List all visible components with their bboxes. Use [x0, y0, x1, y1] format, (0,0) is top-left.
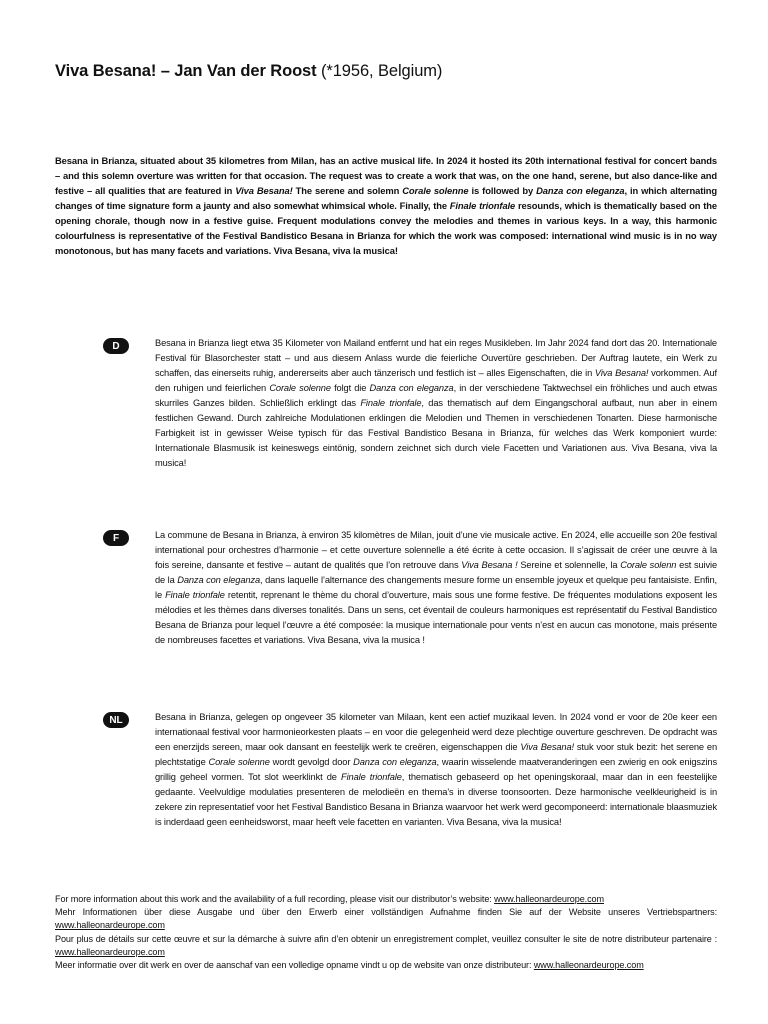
de-italic-2: Corale solenne: [269, 383, 331, 393]
footer-line-de: [55, 906, 717, 932]
language-badge-nl: NL: [103, 712, 129, 728]
fr-text-4: , dans laquelle l’alternance des changements mesure forme un ensemble joyeux et quelque peu fantaisiste. Enfin, le: [155, 575, 717, 600]
title-sub: (*1956, Belgium): [321, 62, 443, 80]
de-italic-1: Viva Besana!: [594, 368, 649, 378]
de-text-2: vorkommen. Auf den ruhigen und feierlichen: [155, 368, 717, 393]
de-text-4: , in der verschiedene Taktwechsel ein fröhliches und auch etwas skurriles Ganzes bilden. Schließlich erklingt das: [155, 383, 718, 408]
nl-text-4: , waarin wisselende maatveranderingen een zwierig en ook enigszins grillig geheel vormen. Tot slot weerklinkt de: [155, 757, 718, 782]
fr-italic-2: Corale solenn: [620, 560, 677, 570]
de-text-5: , das thematisch auf dem Eingangschoral aufbaut, nun aber in einem festlichen Gewand. Durch zahlreiche Modulationen erklingen die Melodien und Themen in verschiedenen Tonarten. Diese harmonische Farbigkeit ist in gewisser Weise typisch für das Festival Bandistico Besana in Brianza, für welches das Werk komponiert wurde: Internationale Blasmusik ist keineswegs eintönig, sondern zeichnet sich durch viele Facetten und Variationen aus. Viva Besana, viva la musica!: [155, 398, 718, 468]
intro-italic-4: Finale trionfale: [449, 200, 516, 211]
dutch-paragraph: [155, 710, 717, 830]
footer-text-en: For more information about this work and the availability of a full recording, please visit our distributor’s website:: [55, 894, 495, 904]
intro-text-4: , in which alternating changes of time signature form a jaunty and also somewhat whimsical whole. Finally, the: [55, 185, 717, 211]
de-italic-3: Danza con eleganza: [369, 383, 454, 393]
fr-text-3: est suivie de la: [155, 560, 718, 585]
footer-line-nl: [55, 959, 717, 972]
fr-italic-4: Finale trionfale: [165, 590, 225, 600]
footer-text-de: Mehr Informationen über diese Ausgabe und über den Erwerb einer vollständigen Aufnahme finden Sie auf der Website unseres Vertriebspartners:: [55, 907, 717, 918]
nl-italic-3: Danza con eleganza: [353, 757, 437, 767]
german-paragraph: [155, 336, 717, 471]
fr-text-5: retentit, reprenant le thème du choral d’ouverture, mais sous une forme festive. De fréquentes modulations exposent les mélodies et les thèmes dans diverses tonalités. Dans un sens, cet éventail de couleurs harmoniques est représentatif du Festival Bandistico Besana de Brianza pour lequel l’œuvre a été composée: la musique internationale pour vents n’est en aucun cas monotone, mais présente de nombreuses facettes et variations. Viva Besana, viva la musica !: [155, 590, 717, 645]
distributor-link-en[interactable]: www.halleonardeurope.com: [494, 894, 604, 904]
intro-italic-3: Danza con eleganza: [536, 185, 625, 196]
intro-text-3: is followed by: [468, 185, 537, 196]
title-main: Viva Besana! – Jan Van der Roost: [55, 62, 317, 80]
de-text-1: Besana in Brianza liegt etwa 35 Kilometer von Mailand entfernt und hat ein reges Musikleben. Im Jahr 2024 fand dort das 20. Internationale Festival für Blasorchester statt – und aus diesem Anlass wurde die feierliche Ouvertüre geschrieben. Der Auftrag lautete, ein Werk zu schaffen, das einerseits ruhig, andererseits aber auch tänzerisch und festlich ist – alles Eigenschaften, die in: [155, 338, 717, 378]
nl-italic-2: Corale solenne: [208, 757, 270, 767]
fr-italic-3: Danza con eleganza: [177, 575, 261, 585]
de-italic-4: Finale trionfale: [360, 398, 422, 408]
fr-italic-1: Viva Besana !: [461, 560, 518, 570]
nl-text-2: stuk voor stuk bezit: het serene en plechtstatige: [155, 742, 717, 767]
intro-text-2: The serene and solemn: [292, 185, 403, 196]
nl-text-5: , thematisch gebaseerd op het openingskoraal, maar dan in een feestelijke gedaante. Veelvuldige modulaties presenteren de melodieën en thema’s in diverse toonsoorten. Deze harmonische veelkleurigheid is in zekere zin representatief voor het Festival Bandistico Besana in Brianza waarvoor het werk werd gecomponeerd: internationale blaasmuziek is inderdaad geen eenheidsworst, maar heeft vele facetten en varianten. Viva Besana, viva la musica!: [155, 772, 718, 827]
footer-links: [55, 893, 717, 972]
distributor-link-nl[interactable]: www.halleonardeurope.com: [533, 960, 644, 971]
footer-line-fr: [55, 933, 717, 959]
nl-text-1: Besana in Brianza, gelegen op ongeveer 35 kilometer van Milaan, kent een actief muzikaal leven. In 2024 vond er voor de 20e keer een internationaal festival voor harmonieorkesten plaats – en voor die gelegenheid werd deze plechtige ouverture geschreven. De opdracht was een enerzijds sereen, maar ook dansant en feestelijk werk te creëren, eigenschappen die: [155, 712, 717, 752]
intro-italic-2: Corale solenne: [402, 185, 469, 196]
fr-text-2: Sereine et solennelle, la: [517, 560, 621, 570]
de-text-3: folgt die: [330, 383, 370, 393]
intro-text-1: Besana in Brianza, situated about 35 kilometres from Milan, has an active musical life. In 2024 it hosted its 20th international festival for concert bands – and this solemn overture was written for that occasion. The request was to create a work that was, on the one hand, serene, but also dance-like and festive – all qualities that are featured in: [55, 155, 717, 196]
nl-text-3: wordt gevolgd door: [269, 757, 354, 767]
footer-text-nl: Meer informatie over dit werk en over de aanschaf van een volledige opname vindt u op de website van onze distributeur:: [55, 960, 534, 971]
intro-italic-1: Viva Besana!: [235, 185, 293, 196]
intro-paragraph: [55, 153, 717, 258]
distributor-link-fr[interactable]: www.halleonardeurope.com: [55, 946, 165, 957]
french-paragraph: [155, 528, 717, 648]
language-badge-de: D: [103, 338, 129, 354]
language-badge-fr: F: [103, 530, 129, 546]
nl-italic-4: Finale trionfale: [341, 772, 402, 782]
footer-text-fr: Pour plus de détails sur cette œuvre et sur la démarche à suivre afin d’en obtenir un enregistrement complet, veuillez consulter le site de notre distributeur partenaire :: [55, 933, 717, 944]
page-title: [55, 62, 442, 81]
intro-text-5: resounds, which is thematically based on the opening chorale, though now in a festive guise. Frequent modulations convey the melodies and themes in various keys. In a way, this harmonic colourfulness is representative of the Festival Bandistico Besana in Brianza for which the work was composed: international wind music is in no way monotonous, but has many facets and variations. Viva Besana, viva la musica!: [55, 200, 718, 256]
fr-text-1: La commune de Besana in Brianza, à environ 35 kilomètres de Milan, jouit d’une vie musicale active. En 2024, elle accueille son 20e festival international pour orchestres d’harmonie – et cette ouverture solennelle a été écrite à cette occasion. Il s’agissait de créer une œuvre à la fois sereine, dansante et festive – autant de qualités que l’on retrouve dans: [155, 530, 717, 570]
footer-line-en: [55, 893, 717, 906]
distributor-link-de[interactable]: www.halleonardeurope.com: [55, 920, 165, 931]
nl-italic-1: Viva Besana!: [520, 742, 574, 752]
